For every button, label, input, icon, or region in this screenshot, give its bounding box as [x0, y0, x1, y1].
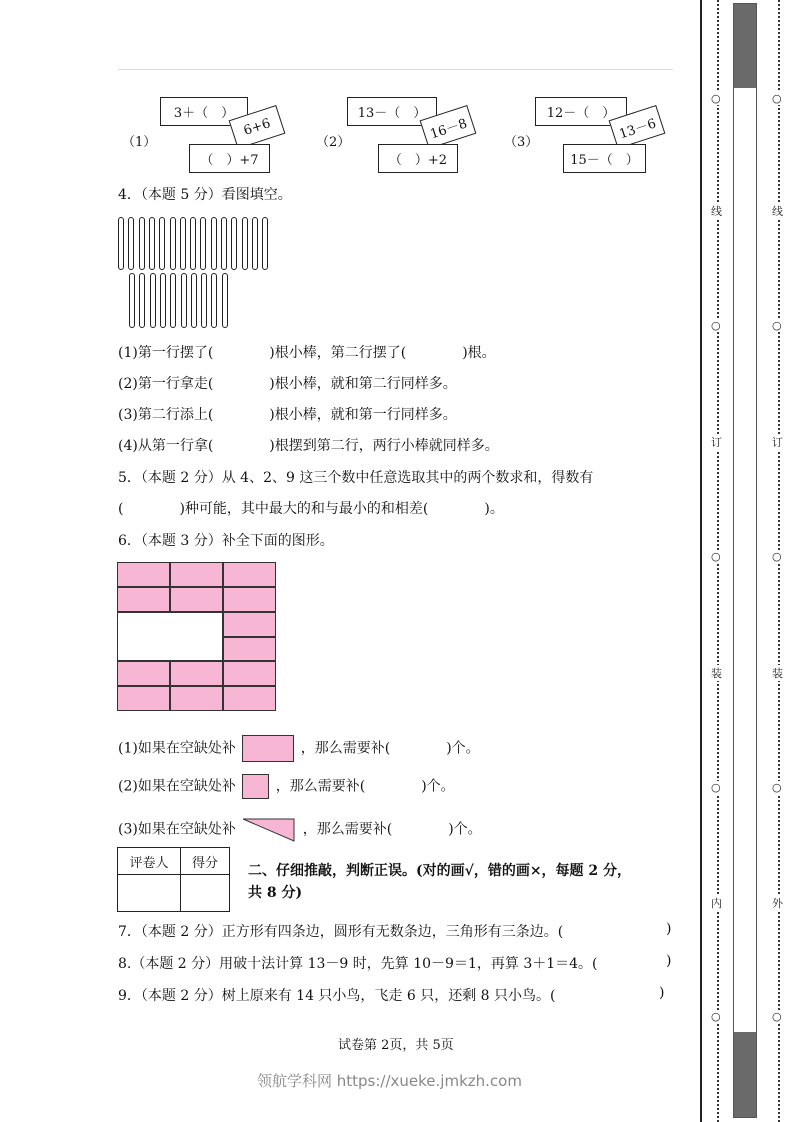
circle-marker: ○: [711, 1010, 721, 1023]
item-number: （3）: [504, 135, 539, 150]
margin-border-line: [700, 0, 702, 1122]
grid-cell: [223, 612, 276, 637]
q7-close: ): [666, 921, 672, 937]
margin-char: 内: [711, 897, 722, 910]
section-2-line-2: 共 8 分): [248, 885, 303, 901]
card-top: 3＋（ ）: [160, 97, 248, 126]
gray-bar-top: [734, 4, 756, 88]
q4-line-3: (3)第二行添上( )根小棒，就和第一行同样多。: [118, 407, 457, 423]
stick: [191, 273, 197, 328]
grid-cell: [170, 562, 223, 587]
grader-header: 评卷人: [118, 848, 181, 875]
stick: [200, 217, 206, 270]
page-footer: 试卷第 2页，共 5页: [338, 1038, 454, 1053]
stick: [139, 217, 145, 270]
stick: [221, 217, 227, 270]
shape-rectangle: [242, 735, 294, 762]
score-cell[interactable]: [181, 875, 230, 912]
header-rule: [118, 69, 673, 70]
grid-cell: [223, 637, 276, 661]
q9: 9．（本题 2 分）树上原来有 14 只小鸟，飞走 6 只，还剩 8 只小鸟。(: [118, 988, 556, 1004]
binding-margin: [698, 0, 793, 1122]
stick: [222, 273, 228, 328]
q6-part-1: [118, 735, 480, 762]
card-tilted: 13－6: [609, 105, 666, 149]
stick: [190, 217, 196, 270]
stick: [211, 217, 217, 270]
stick: [139, 273, 145, 328]
margin-char: 订: [772, 436, 783, 449]
part-text-after: ，那么需要补( )个。: [275, 778, 455, 795]
shape-square: [242, 774, 269, 799]
stick: [170, 217, 176, 270]
grid-cell: [170, 661, 223, 686]
q4-title: 4．（本题 5 分）看图填空。: [118, 187, 292, 203]
q8: 8.（本题 2 分）用破十法计算 13－9 时，先算 10－9＝1，再算 3＋1＝4。(: [118, 956, 598, 972]
stick: [160, 273, 166, 328]
margin-char: 装: [772, 667, 783, 680]
section-2-line-1: 二、仔细推敲，判断正误。(对的画√，错的画×，每题 2 分，: [248, 863, 632, 879]
q8-close: ): [666, 953, 672, 969]
stick: [150, 273, 156, 328]
stick: [159, 217, 165, 270]
circle-marker: ○: [711, 781, 721, 794]
stick: [231, 217, 237, 270]
grid-cell: [223, 661, 276, 686]
grid-cell: [223, 686, 276, 711]
card-bottom: （ ）+2: [378, 144, 458, 173]
section-2-heading: [248, 860, 631, 904]
score-table: [117, 847, 230, 912]
margin-char: 线: [711, 205, 722, 218]
margin-char: 装: [711, 667, 722, 680]
q7: 7．（本题 2 分）正方形有四条边，圆形有无数条边，三角形有三条边。(: [118, 924, 564, 940]
gray-binding-bar: [733, 3, 757, 1118]
q6-title: 6．（本题 3 分）补全下面的图形。: [118, 533, 334, 549]
part-text-after: ，那么需要补( )个。: [300, 740, 480, 757]
circle-marker: ○: [772, 781, 782, 794]
circle-marker: ○: [772, 1010, 782, 1023]
q6-part-3: [118, 817, 482, 842]
grid-cell: [223, 562, 276, 587]
circle-marker: ○: [711, 92, 721, 105]
stick: [129, 273, 135, 328]
q4-line-1: (1)第一行摆了( )根小棒，第二行摆了( )根。: [118, 345, 496, 361]
q5-line-1: 5．（本题 2 分）从 4、2、9 这三个数中任意选取其中的两个数求和，得数有: [118, 470, 594, 486]
stick: [211, 273, 217, 328]
stick: [242, 217, 248, 270]
card-tilted: 6+6: [229, 105, 286, 149]
margin-char: 线: [772, 205, 783, 218]
q4-line-4: (4)从第一行拿( )根摆到第二行，两行小棒就同样多。: [118, 438, 499, 454]
q5-line-2: ( )种可能，其中最大的和与最小的和相差( )。: [118, 501, 504, 517]
score-header: 得分: [181, 848, 230, 875]
part-text-before: (1)如果在空缺处补: [118, 740, 236, 757]
grid-gap: [117, 612, 223, 661]
stick: [180, 217, 186, 270]
card-bottom: 15－（ ）: [563, 144, 646, 173]
circle-marker: ○: [711, 319, 721, 332]
stick: [149, 217, 155, 270]
stick: [128, 217, 134, 270]
card-bottom: （ ）+7: [189, 144, 270, 173]
part-text-before: (2)如果在空缺处补: [118, 778, 236, 795]
grid-cell: [223, 587, 276, 612]
margin-char: 外: [772, 897, 783, 910]
q6-part-2: [118, 774, 455, 799]
stick: [201, 273, 207, 328]
shape-triangle: [242, 817, 296, 842]
q4-line-2: (2)第一行拿走( )根小棒，就和第二行同样多。: [118, 376, 457, 392]
margin-char: 订: [711, 436, 722, 449]
stick: [252, 217, 258, 270]
grid-cell: [117, 661, 170, 686]
item-number: （2）: [316, 135, 351, 150]
watermark: 领航学科网 https://xueke.jmkzh.com: [257, 1072, 522, 1090]
gray-bar-bottom: [734, 1032, 756, 1117]
stick: [118, 217, 124, 270]
stick: [262, 217, 268, 270]
part-text-before: (3)如果在空缺处补: [118, 821, 236, 838]
grader-cell[interactable]: [118, 875, 181, 912]
circle-marker: ○: [711, 550, 721, 563]
q9-close: ): [659, 985, 665, 1001]
card-tilted: 16－8: [420, 105, 477, 149]
grid-cell: [170, 587, 223, 612]
card-top: 13－（ ）: [347, 97, 437, 126]
grid-cell: [117, 562, 170, 587]
circle-marker: ○: [772, 550, 782, 563]
part-text-after: ，那么需要补( )个。: [302, 821, 482, 838]
item-number: （1）: [122, 135, 157, 150]
stick: [181, 273, 187, 328]
grid-cell: [117, 587, 170, 612]
circle-marker: ○: [772, 92, 782, 105]
stick: [170, 273, 176, 328]
card-top: 12－（ ）: [535, 97, 627, 126]
grid-cell: [170, 686, 223, 711]
grid-cell: [117, 686, 170, 711]
circle-marker: ○: [772, 319, 782, 332]
